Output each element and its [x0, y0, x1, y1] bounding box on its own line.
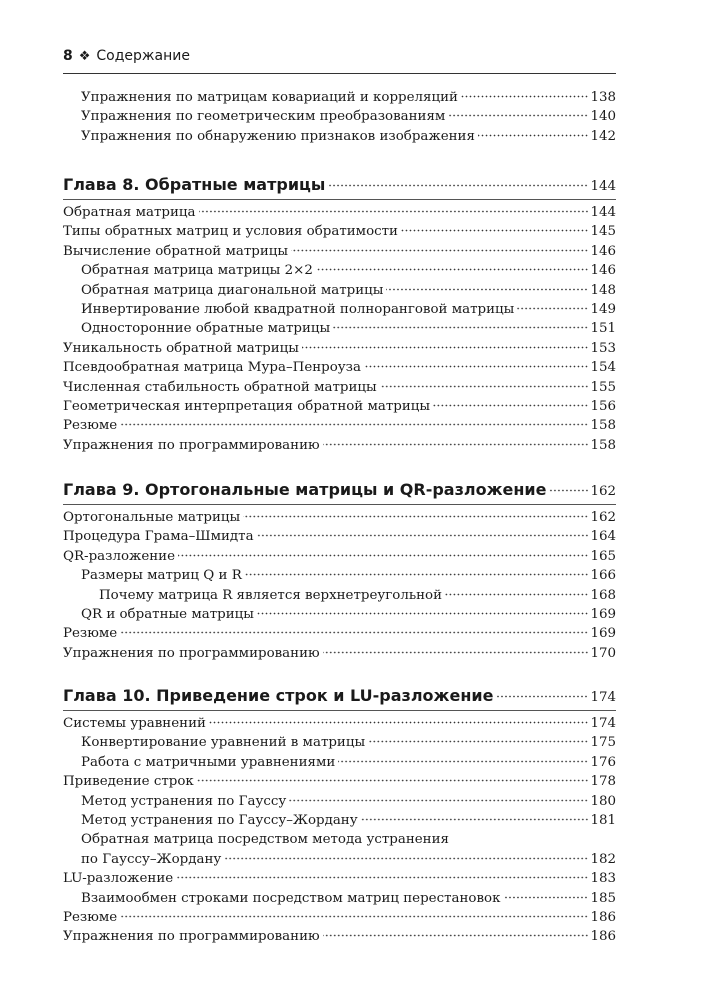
dot-leader	[289, 799, 588, 802]
dot-leader	[257, 612, 589, 615]
toc-entry-label: Упражнения по геометрическим преобразованиям	[81, 109, 446, 125]
chapter-title: Глава 8. Обратные матрицы	[63, 175, 326, 194]
toc-entry-label: Обратная матрица диагональной матрицы	[81, 282, 384, 298]
toc-entry-label: Метод устранения по Гауссу–Жордану	[81, 812, 358, 828]
toc-entry-label: LU-разложение	[63, 871, 174, 887]
toc-entry-page: 154	[590, 360, 616, 376]
toc-entry-label: Системы уравнений	[63, 716, 206, 731]
toc-entry-page: 178	[590, 774, 616, 790]
toc-entry[interactable]	[63, 203, 616, 222]
toc-entry-page: 156	[590, 398, 616, 414]
toc-entry-label: Взаимообмен строками посредством матриц перестановок	[81, 890, 501, 906]
dot-leader	[361, 818, 589, 821]
toc-entry[interactable]	[63, 300, 616, 319]
dot-leader	[338, 760, 588, 763]
dot-leader	[199, 210, 589, 213]
toc-entry-label: Почему матрица R является верхнетреугольной	[99, 587, 443, 603]
dot-leader	[243, 515, 588, 518]
toc-entry-page: 151	[590, 321, 616, 337]
toc-entry-page: 138	[590, 90, 616, 105]
toc-entry[interactable]	[63, 605, 616, 624]
dot-leader	[245, 573, 589, 576]
dot-leader	[120, 915, 588, 918]
toc-chapter-9	[63, 508, 616, 663]
toc-entry[interactable]	[63, 772, 616, 791]
toc-entry-label: QR-разложение	[63, 548, 176, 564]
toc-entry-label: Типы обратных матриц и условия обратимости	[63, 224, 398, 240]
toc-entry-page: 158	[590, 437, 616, 453]
toc-entry-label: Работа с матричными уравнениями	[81, 754, 336, 770]
toc-entry-page: 166	[590, 568, 616, 584]
chapter-page: 144	[590, 179, 616, 194]
toc-entry[interactable]	[63, 88, 616, 107]
chapter-page: 174	[590, 690, 616, 705]
toc-entry-page: 153	[590, 340, 616, 356]
toc-entry[interactable]	[63, 714, 616, 733]
toc-entry[interactable]	[63, 927, 616, 946]
toc-entry-page: 175	[590, 735, 616, 751]
dot-leader	[291, 249, 588, 252]
toc-entry[interactable]	[63, 358, 616, 377]
chapter-divider	[63, 199, 616, 200]
dot-leader	[386, 288, 588, 291]
toc-chapter-10	[63, 714, 616, 947]
dot-leader	[327, 184, 588, 187]
toc-entry[interactable]	[63, 830, 616, 849]
toc-entry-label: Геометрическая интерпретация обратной матрицы	[63, 398, 431, 414]
running-title: Содержание	[96, 48, 190, 64]
chapter-title: Глава 9. Ортогональные матрицы и QR-разложение	[63, 480, 547, 499]
dot-leader	[401, 229, 588, 232]
toc-entry-label: Обратная матрица матрицы 2×2	[81, 263, 313, 279]
toc-entry-page: 186	[590, 929, 616, 945]
chapter-page: 162	[590, 484, 616, 499]
running-header	[63, 48, 616, 64]
toc-entry-label: Вычисление обратной матрицы	[63, 243, 289, 259]
toc-entry-label: Резюме	[63, 909, 118, 925]
toc-entry-page: 146	[590, 263, 616, 279]
toc-entry[interactable]	[63, 319, 616, 338]
dot-leader	[452, 837, 590, 840]
toc-entry-page: 183	[590, 871, 616, 887]
toc-entry-page: 148	[590, 282, 616, 298]
toc-entry-page: 145	[590, 224, 616, 240]
toc-entry[interactable]	[63, 644, 616, 663]
chapter-heading[interactable]	[63, 480, 616, 499]
toc-chapter-8	[63, 203, 616, 455]
header-divider	[63, 73, 616, 74]
dot-leader	[503, 896, 588, 899]
dot-leader	[224, 857, 588, 860]
dot-leader	[323, 651, 589, 654]
toc-entry-label: Односторонние обратные матрицы	[81, 321, 331, 337]
toc-entry-label: Резюме	[63, 626, 118, 642]
toc-entry-page: 174	[590, 716, 616, 731]
toc-entry-label: Размеры матриц Q и R	[81, 568, 242, 584]
toc-entry[interactable]	[63, 586, 616, 605]
toc-entry-label: Упражнения по программированию	[63, 645, 320, 661]
dot-leader	[120, 423, 588, 426]
toc-entry-label: Обратная матрица	[63, 205, 196, 220]
toc-entry-label: по Гауссу–Жордану	[81, 851, 222, 867]
toc-entry-page: 165	[590, 548, 616, 564]
chapter-heading[interactable]	[63, 175, 616, 194]
toc-entry-label: Инвертирование любой квадратной полноранговой матрицы	[81, 301, 515, 317]
dot-leader	[495, 695, 588, 698]
toc-entry-page: 164	[590, 529, 616, 545]
chapter-heading[interactable]	[63, 686, 616, 705]
toc-entry-label: Упражнения по обнаружению признаков изображения	[81, 128, 475, 144]
dot-leader	[120, 631, 588, 634]
dot-leader	[448, 114, 588, 117]
toc-entry-page: 162	[590, 510, 616, 525]
dot-leader	[445, 593, 588, 596]
toc-entry[interactable]	[63, 547, 616, 566]
toc-entry-page: 142	[590, 128, 616, 144]
toc-entry-label: Упражнения по программированию	[63, 929, 320, 945]
dot-leader	[549, 489, 589, 492]
toc-entry-page: 149	[590, 301, 616, 317]
toc-entry[interactable]	[63, 242, 616, 261]
toc-entry[interactable]	[63, 753, 616, 772]
toc-entry-page: 140	[590, 109, 616, 125]
dot-leader	[197, 779, 589, 782]
chapter-divider	[63, 710, 616, 711]
toc-entry[interactable]	[63, 908, 616, 927]
page-number: 8	[63, 48, 73, 64]
toc-entry-label: Ортогональные матрицы	[63, 510, 241, 525]
dot-leader	[178, 554, 588, 557]
toc-intro	[63, 88, 616, 146]
toc-entry[interactable]	[63, 889, 616, 908]
toc-entry-page: 182	[590, 851, 616, 867]
dot-leader	[257, 534, 589, 537]
dot-leader	[517, 307, 588, 310]
toc-entry-page: 168	[590, 587, 616, 603]
toc-entry[interactable]	[63, 107, 616, 126]
toc-entry[interactable]	[63, 416, 616, 435]
toc-entry-label: Упражнения по матрицам ковариаций и корреляций	[81, 90, 458, 105]
toc-entry-page: 176	[590, 754, 616, 770]
toc-entry[interactable]	[63, 261, 616, 280]
toc-entry[interactable]	[63, 869, 616, 888]
toc-entry[interactable]	[63, 733, 616, 752]
toc-entry[interactable]	[63, 281, 616, 300]
toc-entry-label: Метод устранения по Гауссу	[81, 793, 287, 809]
chapter-title: Глава 10. Приведение строк и LU-разложение	[63, 686, 494, 705]
toc-entry[interactable]	[63, 339, 616, 358]
toc-entry-page: 181	[590, 812, 616, 828]
dot-leader	[176, 876, 588, 879]
toc-entry-label: Численная стабильность обратной матрицы	[63, 379, 377, 395]
toc-entry-page: 180	[590, 793, 616, 809]
toc-entry-label: Процедура Грама–Шмидта	[63, 529, 254, 545]
toc-entry[interactable]	[63, 508, 616, 527]
toc-entry-page: 185	[590, 890, 616, 906]
dot-leader	[323, 443, 589, 446]
toc-entry-label: Приведение строк	[63, 774, 194, 790]
dot-leader	[433, 404, 588, 407]
toc-entry-label: QR и обратные матрицы	[81, 606, 254, 622]
toc-entry-page: 146	[590, 243, 616, 259]
toc-entry[interactable]	[63, 624, 616, 643]
ornament-icon: ❖	[78, 48, 91, 64]
toc-entry[interactable]	[63, 792, 616, 811]
toc-entry-continuation[interactable]	[63, 850, 616, 869]
dot-leader	[323, 934, 589, 937]
toc-entry-label: Обратная матрица посредством метода устранения	[81, 832, 449, 848]
toc-entry-page: 169	[590, 626, 616, 642]
toc-entry-page: 144	[590, 205, 616, 220]
dot-leader	[368, 740, 588, 743]
toc-entry[interactable]	[63, 527, 616, 546]
dot-leader	[333, 326, 588, 329]
toc-entry[interactable]	[63, 378, 616, 397]
dot-leader	[316, 268, 589, 271]
toc-entry-label: Конвертирование уравнений в матрицы	[81, 735, 366, 751]
toc-entry-page: 186	[590, 909, 616, 925]
toc-entry[interactable]	[63, 127, 616, 146]
toc-entry[interactable]	[63, 436, 616, 455]
toc-entry-page: 169	[590, 606, 616, 622]
dot-leader	[364, 365, 588, 368]
toc-entry[interactable]	[63, 397, 616, 416]
toc-entry-page: 155	[590, 379, 616, 395]
toc-entry-label: Псевдообратная матрица Мура–Пенроуза	[63, 360, 361, 376]
toc-entry[interactable]	[63, 811, 616, 830]
toc-entry-label: Уникальность обратной матрицы	[63, 340, 299, 356]
dot-leader	[302, 346, 588, 349]
toc-entry-label: Упражнения по программированию	[63, 437, 320, 453]
toc-entry-label: Резюме	[63, 418, 118, 434]
toc-entry[interactable]	[63, 566, 616, 585]
toc-entry-page: 170	[590, 645, 616, 661]
chapter-divider	[63, 504, 616, 505]
toc-entry[interactable]	[63, 222, 616, 241]
toc-entry-page: 158	[590, 418, 616, 434]
dot-leader	[478, 134, 589, 137]
dot-leader	[209, 721, 589, 724]
dot-leader	[380, 385, 589, 388]
dot-leader	[461, 95, 588, 98]
